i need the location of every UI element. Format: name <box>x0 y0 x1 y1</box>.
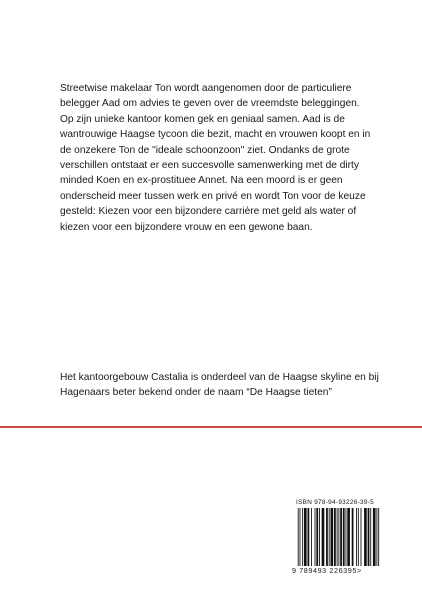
barcode-bar <box>376 508 377 566</box>
barcode-bar <box>316 508 318 566</box>
barcode-bar <box>373 508 376 566</box>
blurb-paragraph: Streetwise makelaar Ton wordt aangenomen door de particuliere belegger Aad om advies te geven over de vreemdste beleggingen. Op zijn unieke kantoor komen gek en geniaal samen. Aad is de wantrouwige Haagse tycoon die bezit, macht en vrouwen koopt en in de onzekere Ton de "ideale schoonzoon" ziet. Ondanks de grote verschillen ontstaat er een succesvolle samenwerking met de dirty minded Koen en ex-prostituee Annet. Na een moord is er geen onderscheid meer tussen werk en privé en wordt Ton voor de keuze gesteld: Kiezen voor een bijzondere carrière met geld als water of kiezen voor een bijzondere vrouw en een gewone baan. <box>60 83 371 233</box>
barcode-bar <box>311 508 312 566</box>
barcode-bar <box>334 508 336 566</box>
barcode-bar <box>370 508 371 566</box>
barcode-bar <box>361 508 362 566</box>
barcode-bar <box>307 508 309 566</box>
barcode-bar <box>315 508 316 566</box>
barcode-bar <box>347 508 350 566</box>
barcode-bar <box>368 508 370 566</box>
barcode-bar <box>340 508 342 566</box>
barcode-bar <box>378 508 379 566</box>
barcode-bar <box>326 508 328 566</box>
barcode-bar <box>337 508 338 566</box>
barcode-bar <box>352 508 354 566</box>
barcode-bar <box>330 508 333 566</box>
barcode-bar <box>346 508 347 566</box>
isbn-label: ISBN 978-94-93226-39-5 <box>296 499 375 506</box>
building-note: Het kantoorgebouw Castalia is onderdeel van de Haagse skyline en bij Hagenaars beter bekend onder de naam “De Haagse tieten” <box>60 372 379 399</box>
isbn-barcode <box>292 499 384 577</box>
ean-digits: 9 789493 226395 <box>292 566 357 575</box>
barcode-bars <box>296 508 380 566</box>
ean-end-mark: > <box>356 566 362 575</box>
barcode-bar <box>329 508 330 566</box>
barcode-bar <box>343 508 345 566</box>
barcode-bar <box>338 508 339 566</box>
barcode-bar <box>322 508 325 566</box>
barcode-bar <box>356 508 357 566</box>
barcode-bar <box>364 508 367 566</box>
divider-rule <box>0 426 422 428</box>
ean-digits-row <box>292 566 384 575</box>
barcode-bar <box>298 508 299 566</box>
barcode-bar <box>300 508 301 566</box>
barcode-bar <box>304 508 307 566</box>
barcode-bar <box>302 508 303 566</box>
barcode-bar <box>358 508 359 566</box>
barcode-bar <box>319 508 320 566</box>
